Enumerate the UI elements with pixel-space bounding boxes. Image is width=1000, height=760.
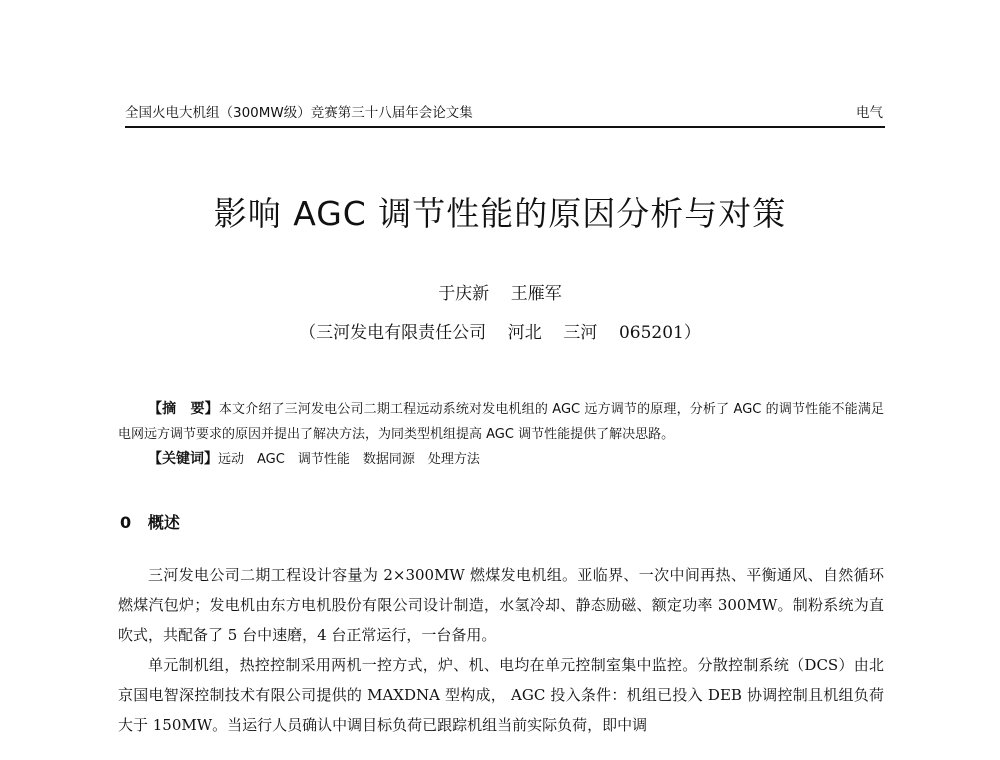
keywords-text: 远动 AGC 调节性能 数据同源 处理方法 bbox=[218, 452, 480, 467]
author-affiliation: （三河发电有限责任公司 河北 三河 065201） bbox=[299, 323, 701, 343]
body-text bbox=[118, 560, 884, 740]
abstract-block bbox=[118, 397, 884, 472]
abstract-paragraph bbox=[118, 397, 884, 447]
running-header bbox=[125, 104, 885, 128]
body-paragraph: 单元制机组，热控控制采用两机一控方式，炉、机、电均在单元控制室集中监控。分散控制系统（DCS）由北京国电智深控制技术有限公司提供的 MAXDNA 型构成， AGC 投入条件：机组已投入 DEB 协调控制且机组负荷大于 150MW。当运行人员确认中调目标负荷已跟踪机组当前实际负荷，即中调 bbox=[118, 656, 884, 734]
paper-title: 影响 AGC 调节性能的原因分析与对策 bbox=[213, 194, 787, 233]
body-paragraph: 三河发电公司二期工程设计容量为 2×300MW 燃煤发电机组。亚临界、一次中间再热、平衡通风、自然循环燃煤汽包炉；发电机由东方电机股份有限公司设计制造，水氢冷却、静态励磁、额定功率 300MW。制粉系统为直吹式，共配备了 5 台中速磨，4 台正常运行，一台备用。 bbox=[118, 566, 884, 644]
paper-authors: 于庆新 王雁军 bbox=[438, 284, 562, 304]
abstract-text: 本文介绍了三河发电公司二期工程远动系统对发电机组的 AGC 远方调节的原理，分析了 AGC 的调节性能不能满足电网远方调节要求的原因并提出了解决方法，为同类型机组提高 AGC 调节性能提供了解决思路。 bbox=[118, 402, 884, 442]
header-proceedings-title: 全国火电大机组（300MW级）竞赛第三十八届年会论文集 bbox=[125, 105, 473, 121]
keywords-label: 【关键词】 bbox=[148, 451, 218, 467]
keywords-paragraph bbox=[118, 447, 884, 472]
header-section-label: 电气 bbox=[856, 105, 883, 121]
abstract-label: 【摘 要】 bbox=[148, 401, 219, 417]
section-heading: 0 概述 bbox=[120, 513, 180, 532]
